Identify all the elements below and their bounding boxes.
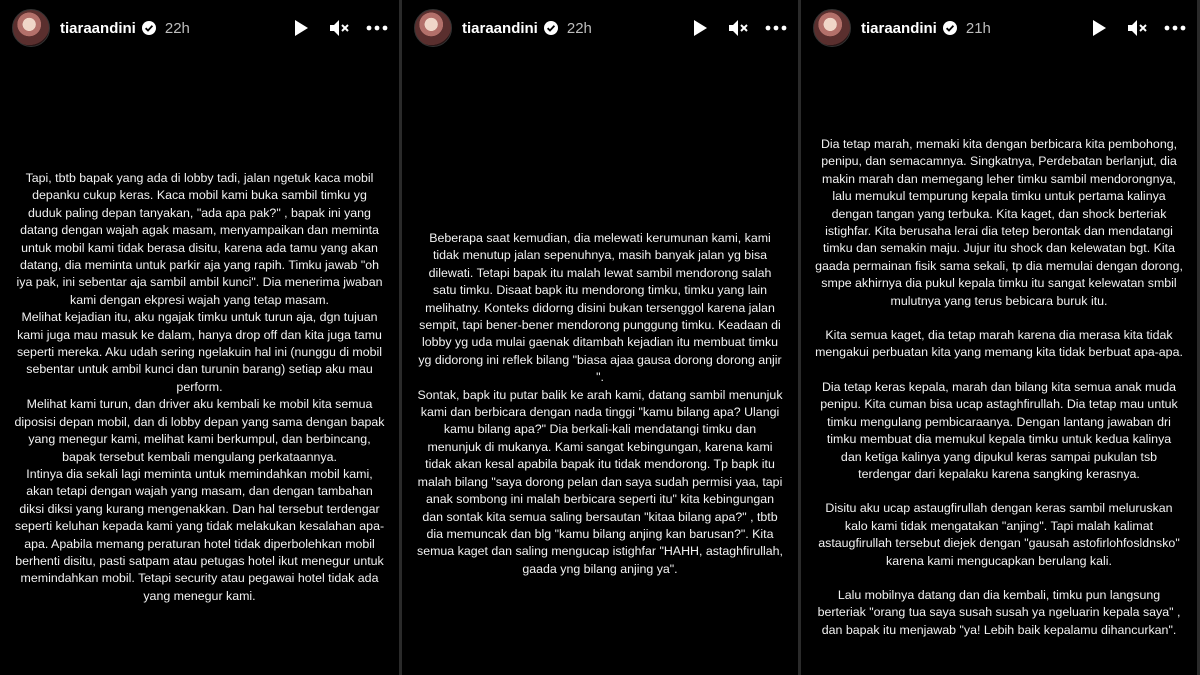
- story-panel-3: [801, 0, 1197, 675]
- username[interactable]: tiaraandini: [861, 19, 937, 37]
- story-paragraph: Tapi, tbtb bapak yang ada di lobby tadi, jalan ngetuk kaca mobil depanku cukup keras. Kaca mobil kami buka sambil timku yg duduk paling depan tanyakan, "ada apa pak?" , bapak ini yang datang dengan wajah agak masam, menyampaikan dan meminta untuk mobil kami tidak berasa disitu, karena ada tamu yang akan datang, dia meminta untuk parkir aja yang rapih. Timku jawab "oh iya pak, ini sebentar aja sambil ambil kunci". Dia menerima jwaban kami dengan ekpresi wajah yang tetap masam.: [16, 171, 383, 307]
- story-paragraph: Intinya dia sekali lagi meminta untuk memindahkan mobil kami, akan tetapi dengan wajah yang masam, dan dengan tambahan diksi diksi yang kurang mengenakkan. Dan hal tersebut terdengar seperti keluhan kepada kami yang tidak melakukan kesalahan apa-apa. Apabila memang peraturan hotel tidak diperbolehkan mobil berhenti disitu, pasti satpam atau petugas hotel ikut menegur untuk memindahkan mobil. Tetapi security atau pegawai hotel tidak ada yang menegur kami.: [14, 466, 385, 603]
- verified-badge-icon: [141, 20, 157, 36]
- more-icon[interactable]: [764, 16, 788, 40]
- story-text: [416, 230, 784, 578]
- story-paragraph: Beberapa saat kemudian, dia melewati kerumunan kami, kami tidak menutup jalan sepenuhnya, masih banyak jalan yg bisa dilewati. Tetapi bapak itu malah lewat sambil mendorong salah satu timku. Disaat bapk itu mendorong timku, timku yang lain melihatny. Konteks didorng disini bukan tersenggol karena jalan sempit, tapi bener-bener mendorong punggung timku. Keadaan di lobby yg uda mulai gaenak ditambah kejadian itu membuat timku yg didorong ini reflek bilang "biasa ajaa gausa dorong dorong anjir ".: [418, 231, 782, 385]
- username[interactable]: tiaraandini: [462, 19, 538, 37]
- story-paragraph: Kita semua kaget, dia tetap marah karena dia merasa kita tidak mengakui perbuatan kita yang memang kita tidak berbuat apa-apa.: [815, 328, 1183, 360]
- verified-badge-icon: [543, 20, 559, 36]
- avatar[interactable]: [813, 9, 851, 47]
- story-paragraph: Melihat kami turun, dan driver aku kembali ke mobil kita semua diposisi depan mobil, dan di lobby depan yang sama dengan bapak yang menegur kami, melihat kami berkumpul, dan berbincang, bapak tersebut kembali mengulang perkataannya.: [14, 397, 385, 464]
- more-icon[interactable]: [1163, 16, 1187, 40]
- story-paragraph: Dia tetap keras kepala, marah dan bilang kita semua anak muda penipu. Kita cuman bisa ucap astaghfirullah. Dia tetap mau untuk timku mengulang pembicaraanya. Dengan lantang jawaban dri timku membuat dia memukul kepala timku untuk kedua kalinya dan ketiga kalinya yang dipukul keras sampai pukulan tsb terdengar dari kepalaku karena sangking kerasnya.: [820, 379, 1178, 481]
- story-text: [14, 170, 385, 605]
- story-paragraph: Melihat kejadian itu, aku ngajak timku untuk turun aja, dgn tujuan kami juga mau masuk ke dalam, hanya drop off dan kita juga tamu seperti mereka. Aku udah sering ngelakuin hal ini (nunggu di mobil sebentar untuk ambil kunci dan turunin barang) setiap aku mau perform.: [16, 310, 383, 394]
- story-paragraph: Sontak, bapk itu putar balik ke arah kami, datang sambil menunjuk kami dan berbicara dengan nada tinggi "kamu bilang apa? Ulangi kamu bilang apa?" Dia berkali-kali mendatangi timku dan menunjuk di mukanya. Kami sangat kebingungan, karena kami tidak akan kesal apabila bapak itu tidak mendorong. Tp bapk itu malah bilang "saya dorong pelan dan saya sudah permisi yaa, tapi anak sombong ini malah berbicara seperti itu" kita kebingungan dan sontak kita semua saling bersautan "kitaa bilang apa?" , tbtb dia memuncak dan blg "kamu bilang anjing kan barusan?". Kita semua kaget dan saling mengucap istighfar "HAHH, astaghfirullah, gaada yng bilang anjing ya".: [417, 387, 783, 576]
- story-paragraph: Dia tetap marah, memaki kita dengan berbicara kita pembohong, penipu, dan semacamnya. Singkatnya, Perdebatan berlanjut, dia makin marah dan memegang leher timku sambil mendorongnya, lalu memukul tempurung kepala timku untuk pertama kalinya dengan tangan yang terbuka. Kita kaget, dan shock berteriak istighfar. Kita berusaha lerai dia tetep berontak dan mendatangi timku dan semakin maju. Jujur itu shock dan kelewatan bgt. Kita gaada permainan fisik sama sekali, tp dia memulai dengan dorong, smpe akhirnya dia pukul kepala timku itu sangat kelewatan smbil mulutnya yang terus bebicara buruk itu.: [815, 137, 1183, 308]
- avatar[interactable]: [414, 9, 452, 47]
- more-icon[interactable]: [365, 16, 389, 40]
- speaker-muted-icon[interactable]: [1125, 16, 1149, 40]
- story-text: [815, 136, 1183, 639]
- speaker-muted-icon[interactable]: [726, 16, 750, 40]
- post-time: 22h: [566, 19, 592, 37]
- play-icon[interactable]: [289, 16, 313, 40]
- avatar[interactable]: [12, 9, 50, 47]
- story-paragraph: Lalu mobilnya datang dan dia kembali, timku pun langsung berteriak "orang tua saya susah susah ya ngeluarin kepala saya" , dan bapak itu menjawab "ya! Lebih baik kepalamu dihancurkan".: [817, 587, 1181, 637]
- play-icon[interactable]: [688, 16, 712, 40]
- story-paragraph: Disitu aku ucap astaugfirullah dengan keras sambil meluruskan kalo kami tidak mengatakan "anjing". Tapi malah kalimat astaugfirullah tersebut diejek dengan "gausah astofirlohfosldnsko" karena kami mengucapkan berulang kali.: [818, 501, 1180, 568]
- story-header: [813, 8, 1187, 48]
- story-panel-2: [402, 0, 798, 675]
- story-header: [414, 8, 788, 48]
- verified-badge-icon: [942, 20, 958, 36]
- post-time: 22h: [164, 19, 190, 37]
- speaker-muted-icon[interactable]: [327, 16, 351, 40]
- username[interactable]: tiaraandini: [60, 19, 136, 37]
- post-time: 21h: [965, 19, 991, 37]
- story-panel-1: [0, 0, 399, 675]
- story-header: [12, 8, 389, 48]
- play-icon[interactable]: [1087, 16, 1111, 40]
